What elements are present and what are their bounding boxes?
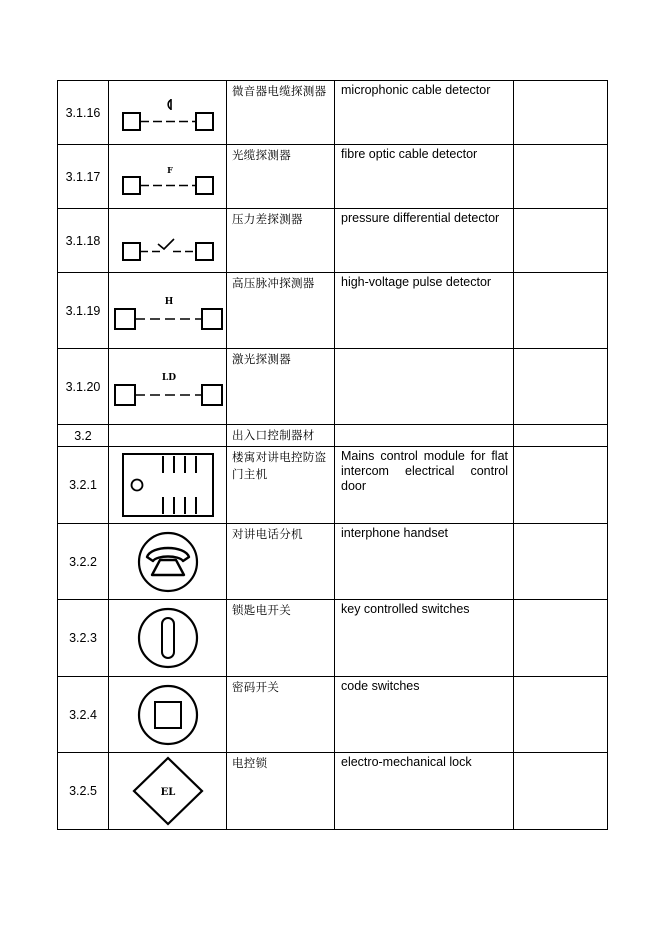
- english-term: pressure differential detector: [335, 209, 514, 273]
- symbol-label: H: [164, 296, 173, 307]
- key-switch-icon: [133, 603, 203, 673]
- chinese-term: 微音器电缆探测器: [227, 81, 335, 145]
- laser-detector-icon: [111, 365, 225, 409]
- table-row: [58, 753, 608, 830]
- pressure-differential-detector-icon: [118, 221, 218, 261]
- item-code: 3.2.5: [58, 753, 109, 830]
- item-code: 3.2.1: [58, 447, 109, 524]
- item-code: 3.1.17: [58, 145, 109, 209]
- symbol-cell: [109, 753, 227, 830]
- english-term: [335, 349, 514, 425]
- english-term: [335, 425, 514, 447]
- item-code: 3.1.16: [58, 81, 109, 145]
- table-row: [58, 349, 608, 425]
- chinese-term: 锁匙电开关: [227, 600, 335, 677]
- item-code: 3.1.18: [58, 209, 109, 273]
- table-row: [58, 81, 608, 145]
- chinese-term: 高压脉冲探测器: [227, 273, 335, 349]
- remark-cell: [514, 677, 608, 753]
- chinese-term: 楼寓对讲电控防盗门主机: [227, 447, 335, 524]
- section-title: 出入口控制器材: [227, 425, 335, 447]
- remark-cell: [514, 447, 608, 524]
- symbol-cell: [109, 273, 227, 349]
- table-row: [58, 425, 608, 447]
- table-row: [58, 600, 608, 677]
- symbol-table: [57, 80, 608, 830]
- remark-cell: [514, 524, 608, 600]
- symbol-cell: [109, 447, 227, 524]
- remark-cell: [514, 273, 608, 349]
- intercom-door-main-unit-icon: [118, 450, 218, 520]
- chinese-term: 电控锁: [227, 753, 335, 830]
- chinese-term: 压力差探测器: [227, 209, 335, 273]
- microphonic-cable-detector-icon: [118, 93, 218, 133]
- table-row: [58, 677, 608, 753]
- english-term: interphone handset: [335, 524, 514, 600]
- remark-cell: [514, 753, 608, 830]
- item-code: 3.1.19: [58, 273, 109, 349]
- symbol-cell: [109, 425, 227, 447]
- english-term: high-voltage pulse detector: [335, 273, 514, 349]
- item-code: 3.1.20: [58, 349, 109, 425]
- electro-mechanical-lock-icon: [130, 755, 206, 827]
- table-row: [58, 447, 608, 524]
- remark-cell: [514, 349, 608, 425]
- symbol-cell: [109, 209, 227, 273]
- english-term: Mains control module for flat intercom electrical control door: [335, 447, 514, 524]
- symbol-cell: [109, 524, 227, 600]
- chinese-term: 激光探测器: [227, 349, 335, 425]
- symbol-cell: [109, 145, 227, 209]
- symbol-label: LD: [161, 372, 176, 383]
- chinese-term: 光缆探测器: [227, 145, 335, 209]
- english-term: fibre optic cable detector: [335, 145, 514, 209]
- remark-cell: [514, 145, 608, 209]
- symbol-cell: [109, 677, 227, 753]
- symbol-label: F: [166, 164, 173, 175]
- code-switch-icon: [133, 680, 203, 750]
- symbol-cell: [109, 81, 227, 145]
- english-term: code switches: [335, 677, 514, 753]
- remark-cell: [514, 81, 608, 145]
- symbol-cell: [109, 600, 227, 677]
- fibre-optic-cable-detector-icon: [118, 157, 218, 197]
- section-code: 3.2: [58, 425, 109, 447]
- table-row: [58, 273, 608, 349]
- english-term: microphonic cable detector: [335, 81, 514, 145]
- table-row: [58, 209, 608, 273]
- interphone-handset-icon: [133, 527, 203, 597]
- high-voltage-pulse-detector-icon: [111, 289, 225, 333]
- remark-cell: [514, 209, 608, 273]
- english-term: electro-mechanical lock: [335, 753, 514, 830]
- remark-cell: [514, 600, 608, 677]
- remark-cell: [514, 425, 608, 447]
- table-row: [58, 524, 608, 600]
- symbol-cell: [109, 349, 227, 425]
- chinese-term: 对讲电话分机: [227, 524, 335, 600]
- table-row: [58, 145, 608, 209]
- item-code: 3.2.4: [58, 677, 109, 753]
- symbol-label: EL: [160, 787, 175, 798]
- english-term: key controlled switches: [335, 600, 514, 677]
- item-code: 3.2.2: [58, 524, 109, 600]
- item-code: 3.2.3: [58, 600, 109, 677]
- chinese-term: 密码开关: [227, 677, 335, 753]
